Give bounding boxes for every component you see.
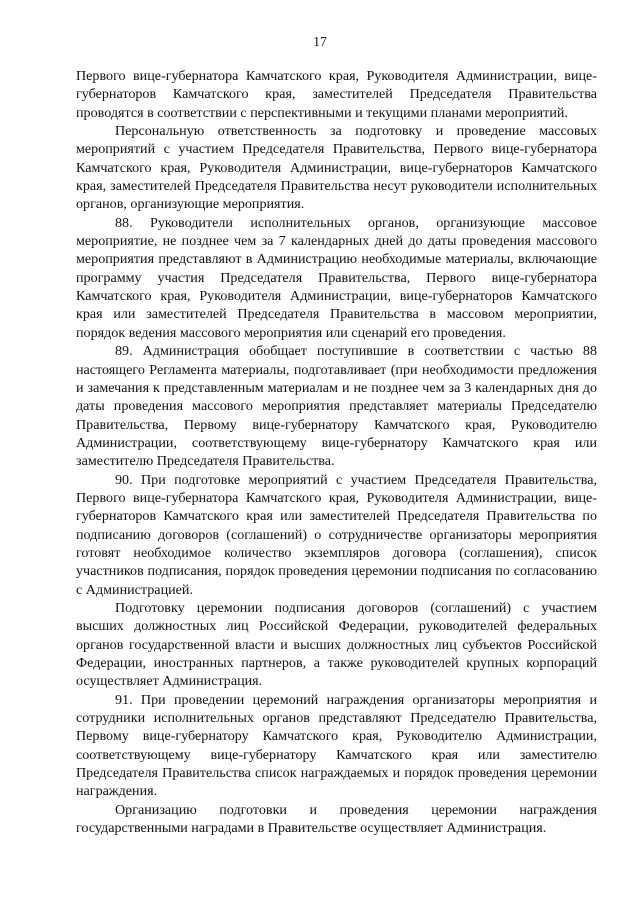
paragraph-responsibility: Персональную ответственность за подготовку и проведение массовых мероприятий с участием Председателя Правительства, Первого вице-губернатора Камчатского края, Руководителя Администрации, вице-губернаторов Камчатского края, заместителей Председателя Правительства несут руководители исполнительных органов, организующие мероприятия. — [76, 123, 597, 213]
paragraph-88: 88. Руководители исполнительных органов, организующие массовое мероприятие, не позднее чем за 7 календарных дней до даты проведения массового мероприятия представляют в Администрацию необходимые материалы, включающие программу участия Председателя Правительства, Первого вице-губернатора Камчатского края, Руководителя Администрации, вице-губернаторов Камчатского края или заместителей Председателя Правительства в массовом мероприятии, порядок ведения массового мероприятия или сценарий его проведения. — [76, 214, 597, 341]
paragraph-89: 89. Администрация обобщает поступившие в соответствии с частью 88 настоящего Регламента материалы, подготавливает (при необходимости предложения и замечания к представленным материалам и не позднее чем за 3 календарных дня до даты проведения массового мероприятия представляет материалы Председателю Правительства, Первому вице-губернатору Камчатского края, Руководителю Администрации, соответствующему вице-губернатору Камчатского края или заместителю Председателя Правительства. — [76, 343, 597, 470]
paragraph-90: 90. При подготовке мероприятий с участием Председателя Правительства, Первого вице-губернатора Камчатского края, Руководителя Администрации, вице-губернаторов Камчатского края или заместителей Председателя Правительства по подписанию договоров (соглашений) о сотрудничестве организаторы мероприятия готовят необходимое количество экземпляров договора (соглашения), список участников подписания, порядок проведения церемонии подписания по согласованию с Администрацией. — [76, 471, 597, 598]
page-number: 17 — [313, 34, 327, 49]
paragraph-awards-ceremony: Организацию подготовки и проведения церемонии награждения государственными наградами в Правительстве осуществляет Администрация. — [76, 801, 597, 837]
paragraph-signing-ceremony: Подготовку церемонии подписания договоров (соглашений) с участием высших должностных лиц Российской Федерации, руководителей федеральных органов государственной власти и высших должностных лиц субъектов Российской Федерации, иностранных партнеров, а также руководителей крупных корпораций осуществляет Администрация. — [76, 599, 597, 690]
document-body — [76, 67, 597, 837]
paragraph-91: 91. При проведении церемоний награждения организаторы мероприятия и сотрудники исполнительных органов представляют Председателю Правительства, Первому вице-губернатору Камчатского края, Руководителю Администрации, соответствующему вице-губернатору Камчатского края или заместителю Председателя Правительства список награждаемых и порядок проведения церемонии награждения. — [76, 691, 597, 800]
paragraph-continuation: Первого вице-губернатора Камчатского края, Руководителя Администрации, вице-губернаторов Камчатского края, заместителей Председателя Правительства проводятся в соответствии с перспективными и текущими планами мероприятий. — [76, 68, 597, 121]
